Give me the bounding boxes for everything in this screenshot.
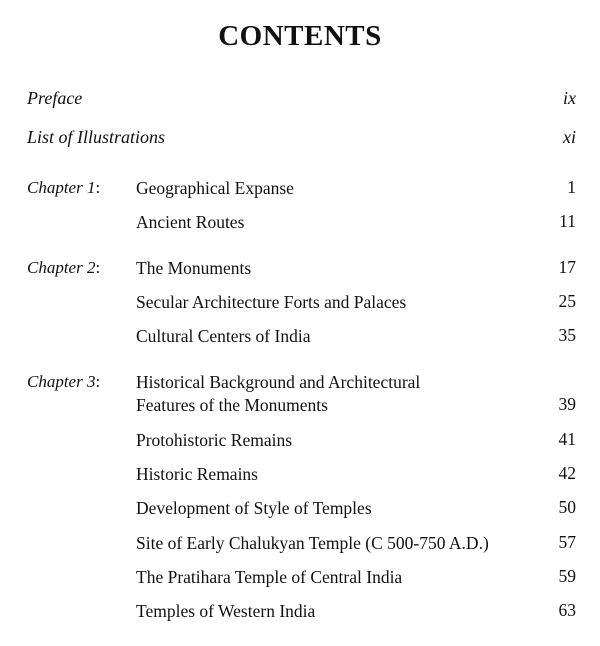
chapter-3-label [27, 372, 100, 392]
chapter-3-word: Chapter 3 [27, 372, 96, 391]
toc-page-25: 25 [558, 291, 576, 311]
toc-entry-pratihara-temple: The Pratihara Temple of Central India [136, 567, 403, 587]
toc-page-42: 42 [558, 463, 576, 483]
chapter-2-word: Chapter 2 [27, 258, 96, 277]
toc-entry-historic-remains: Historic Remains [136, 464, 258, 484]
chapter-2-label [27, 258, 100, 278]
toc-entry-western-india: Temples of Western India [136, 601, 316, 621]
front-item-illustrations: List of Illustrations [27, 127, 166, 147]
toc-entry-development-of-style: Development of Style of Temples [136, 498, 372, 518]
toc-page-35: 35 [558, 325, 576, 345]
toc-page-39: 39 [558, 394, 576, 414]
toc-entry-ancient-routes: Ancient Routes [136, 212, 245, 232]
toc-entry-protohistoric-remains: Protohistoric Remains [136, 430, 293, 450]
toc-page-59: 59 [558, 566, 576, 586]
chapter-1-colon: : [95, 178, 101, 197]
toc-entry-geographical-expanse: Geographical Expanse [136, 178, 294, 198]
toc-entry-early-chalukyan: Site of Early Chalukyan Temple (C 500-750 A.D.) [136, 533, 489, 553]
toc-page-11: 11 [559, 211, 576, 231]
toc-page-63: 63 [558, 600, 576, 620]
front-page-preface: ix [563, 88, 576, 108]
toc-entry-line-1: Historical Background and Architectural [136, 372, 421, 392]
toc-entry-secular-architecture: Secular Architecture Forts and Palaces [136, 292, 407, 312]
chapter-1-word: Chapter 1 [27, 178, 96, 197]
front-item-preface: Preface [27, 88, 83, 108]
toc-page-1: 1 [567, 177, 576, 197]
toc-entry-the-monuments: The Monuments [136, 258, 252, 278]
toc-page-41: 41 [558, 429, 576, 449]
toc-entry-cultural-centers: Cultural Centers of India [136, 326, 311, 346]
toc-page-50: 50 [558, 497, 576, 517]
chapter-3-colon: : [95, 372, 101, 391]
page-title: CONTENTS [218, 20, 382, 52]
toc-entry-line-2: Features of the Monuments [136, 395, 328, 415]
toc-page-57: 57 [558, 532, 576, 552]
toc-page-17: 17 [558, 257, 576, 277]
chapter-2-colon: : [95, 258, 101, 277]
front-page-illustrations: xi [563, 127, 576, 147]
toc-entry-historical-background [136, 371, 536, 417]
chapter-1-label [27, 178, 100, 198]
